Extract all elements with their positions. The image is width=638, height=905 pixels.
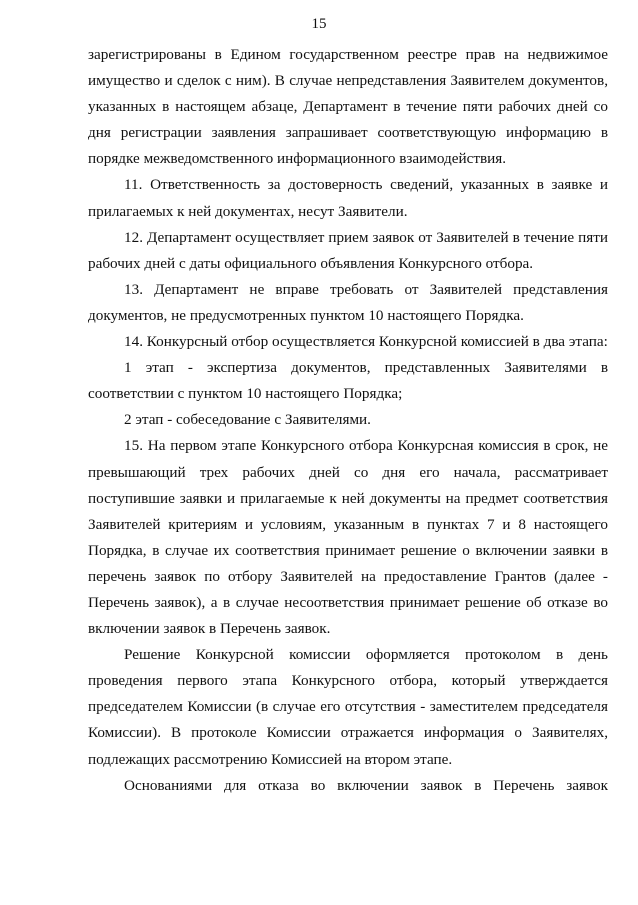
paragraph-commission-decision: Решение Конкурсной комиссии оформляется протоколом в день проведения первого этапа Конкурсного отбора, который утверждается председателем Комиссии (в случае его отсутствия - заместителем председателя Комиссии). В протоколе Комиссии отражается информация о Заявителях, подлежащих рассмотрению Комиссией на втором этапе. xyxy=(88,646,608,768)
document-body xyxy=(88,42,608,799)
paragraph-refusal-grounds: Основаниями для отказа во включении заявок в Перечень заявок xyxy=(124,776,608,794)
paragraph-stage-1: 1 этап - экспертиза документов, представленных Заявителями в соответствии с пунктом 10 настоящего Порядка; xyxy=(88,359,608,403)
paragraph-stage-2: 2 этап - собеседование с Заявителями. xyxy=(124,411,371,429)
paragraph-item-14: 14. Конкурсный отбор осуществляется Конкурсной комиссией в два этапа: xyxy=(124,333,608,351)
paragraph-item-11: 11. Ответственность за достоверность сведений, указанных в заявке и прилагаемых к ней документах, несут Заявители. xyxy=(88,176,608,220)
paragraph-continuation: зарегистрированы в Едином государственном реестре прав на недвижимое имущество и сделок с ним). В случае непредставления Заявителем документов, указанных в настоящем абзаце, Департамент в течение пяти рабочих дней со дня регистрации заявления запрашивает соответствующую информацию в порядке межведомственного информационного взаимодействия. xyxy=(88,46,608,168)
page-number: 15 xyxy=(311,16,327,32)
paragraph-item-15: 15. На первом этапе Конкурсного отбора Конкурсная комиссия в срок, не превышающий трех рабочих дней со дня его начала, рассматривает поступившие заявки и прилагаемые к ней документы на предмет соответствия Заявителей критериям и условиям, указанным в пунктах 7 и 8 настоящего Порядка, в случае их соответствия принимает решение о включении заявки в перечень заявок по отбору Заявителей на предоставление Грантов (далее - Перечень заявок), а в случае несоответствия принимает решение об отказе во включении заявок в Перечень заявок. xyxy=(88,437,608,638)
paragraph-item-12: 12. Департамент осуществляет прием заявок от Заявителей в течение пяти рабочих дней с даты официального объявления Конкурсного отбора. xyxy=(88,228,608,272)
paragraph-item-13: 13. Департамент не вправе требовать от Заявителей представления документов, не предусмотренных пунктом 10 настоящего Порядка. xyxy=(88,280,608,324)
